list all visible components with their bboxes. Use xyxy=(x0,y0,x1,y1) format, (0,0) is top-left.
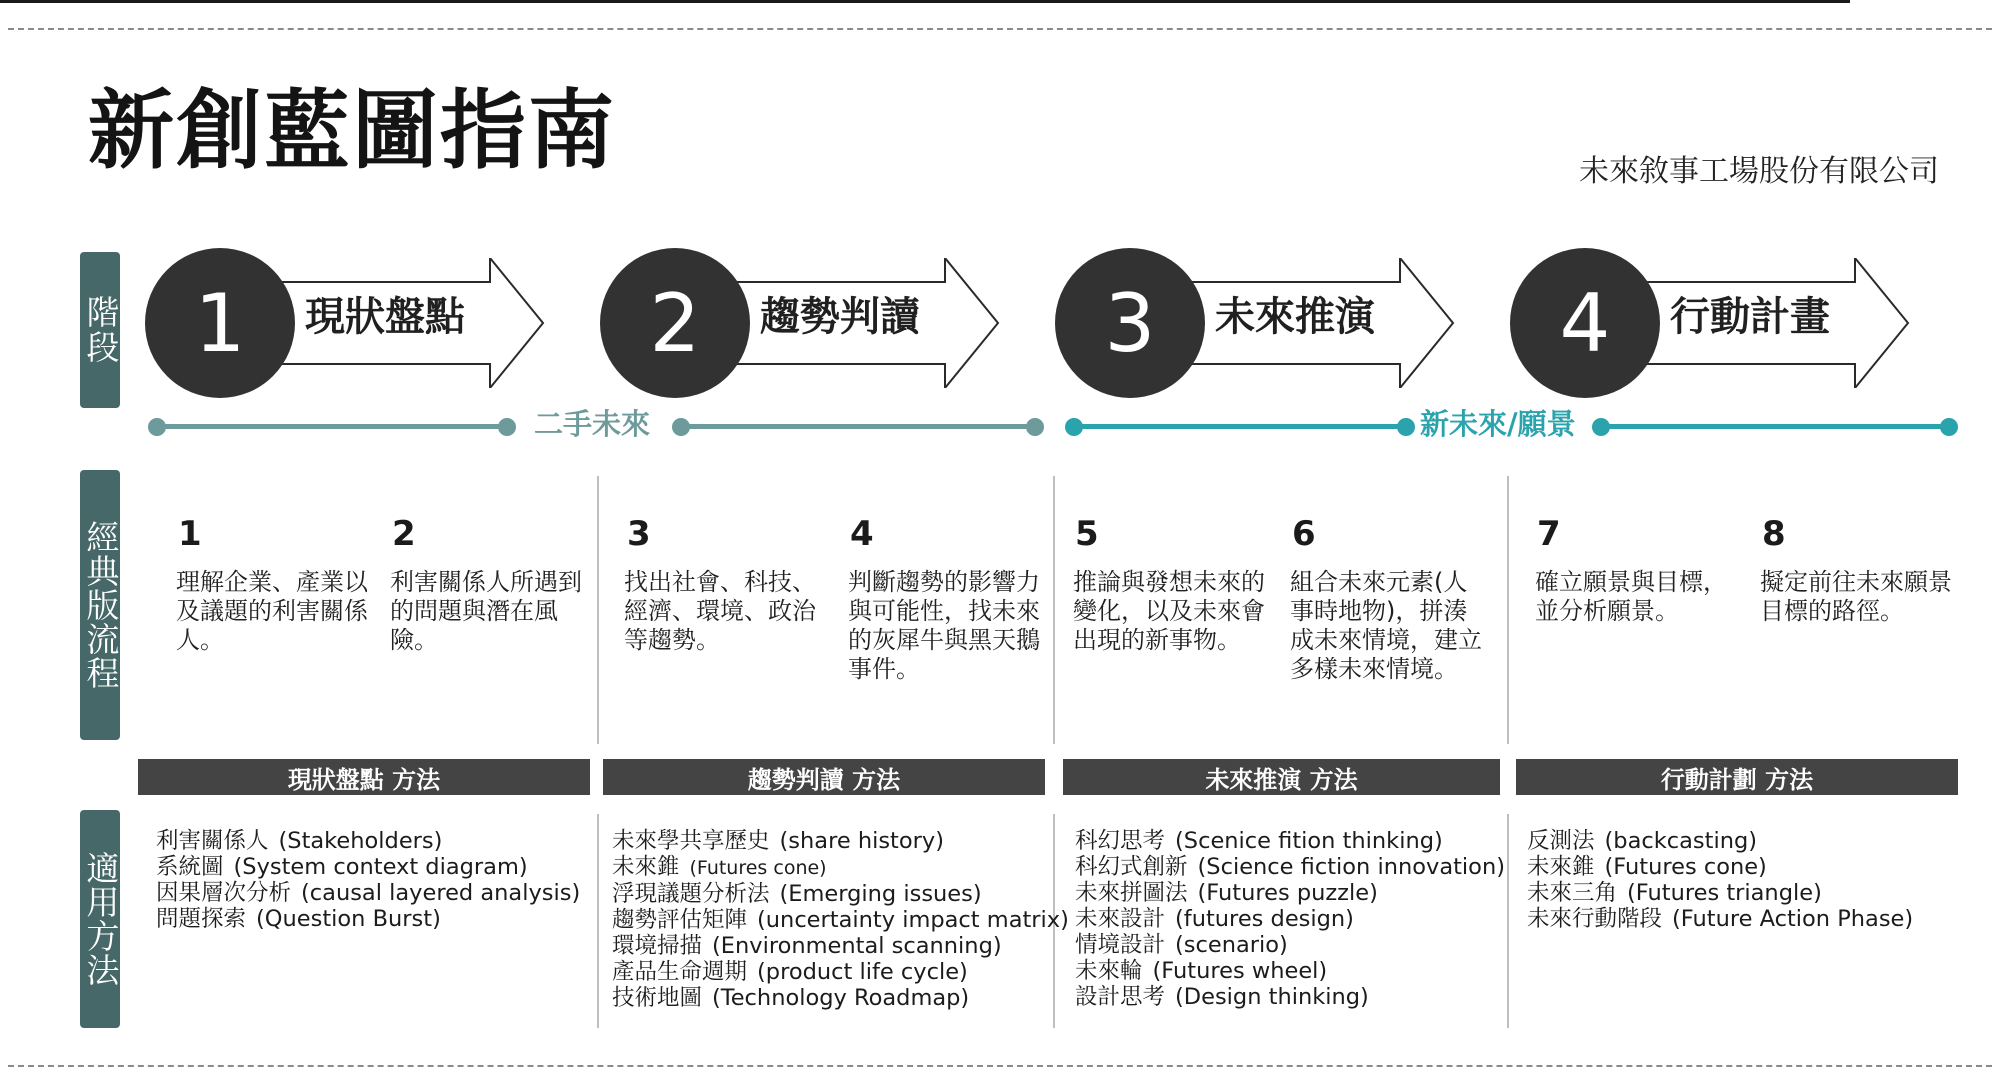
method-zh: 技術地圖 xyxy=(612,985,703,1011)
method-group-1-header: 現狀盤點 方法 xyxy=(138,759,590,795)
side-label-methods xyxy=(80,810,120,1028)
header-divider xyxy=(0,0,1850,3)
method-group-2-header: 趨勢判讀 方法 xyxy=(603,759,1045,795)
step-1-number: 1 xyxy=(178,514,202,554)
stage-2-label: 趨勢判讀 xyxy=(760,294,920,340)
method-en: (Stakeholders) xyxy=(278,828,443,854)
method-en: (uncertainty impact matrix) xyxy=(757,907,1069,933)
page-title: 新創藍圖指南 xyxy=(88,81,616,181)
method-en: (Science fiction innovation) xyxy=(1197,854,1505,880)
list-item xyxy=(1075,854,1505,880)
stage-1-label: 現狀盤點 xyxy=(305,294,465,340)
step-1-text: 理解企業、產業以及議題的利害關係人。 xyxy=(176,568,368,654)
step-4-text: 判斷趨勢的影響力與可能性，找未來的灰犀牛與黑天鵝事件。 xyxy=(848,568,1040,683)
list-item xyxy=(612,985,1069,1011)
phase-2-dot-end xyxy=(1940,418,1958,436)
step-2-text: 利害關係人所遇到的問題與潛在風險。 xyxy=(390,568,582,654)
step-4-number: 4 xyxy=(850,514,874,554)
stage-3-label: 未來推演 xyxy=(1215,294,1375,340)
step-7-number: 7 xyxy=(1537,514,1561,554)
method-zh: 問題探索 xyxy=(156,906,247,932)
method-zh: 科幻思考 xyxy=(1075,828,1166,854)
method-zh: 科幻式創新 xyxy=(1075,854,1188,880)
list-item xyxy=(612,959,1069,985)
method-zh: 未來三角 xyxy=(1527,880,1618,906)
list-item xyxy=(612,854,1069,881)
method-en: (Scenice fition thinking) xyxy=(1175,828,1443,854)
method-en: (Futures cone) xyxy=(689,857,827,879)
step-3-text: 找出社會、科技、經濟、環境、政治等趨勢。 xyxy=(624,568,816,654)
method-zh: 趨勢評估矩陣 xyxy=(612,907,748,933)
side-label-methods-text: 適用方法 xyxy=(81,851,121,987)
stage-4-number: 4 xyxy=(1510,248,1660,398)
list-item xyxy=(156,880,580,906)
method-en: (futures design) xyxy=(1175,906,1354,932)
top-dashed-border xyxy=(8,28,1992,30)
method-zh: 未來學共享歷史 xyxy=(612,828,770,854)
list-item xyxy=(612,933,1069,959)
step-7-text: 確立願景與目標，並分析願景。 xyxy=(1535,568,1727,625)
bottom-dashed-border xyxy=(8,1065,1992,1067)
list-item xyxy=(1075,880,1505,906)
method-en: (Emerging issues) xyxy=(779,881,982,907)
phase-1-track-left xyxy=(156,424,506,429)
list-item xyxy=(1075,958,1505,984)
method-zh: 環境掃描 xyxy=(612,933,703,959)
list-item xyxy=(1075,828,1505,854)
phase-1-dot-start xyxy=(148,418,166,436)
method-en: (Question Burst) xyxy=(256,906,441,932)
step-8-number: 8 xyxy=(1762,514,1786,554)
list-item xyxy=(1075,932,1505,958)
step-6-text: 組合未來元素(人事時地物)，拼湊成未來情境，建立多樣未來情境。 xyxy=(1290,568,1482,683)
phase-2-dot-left-end xyxy=(1397,418,1415,436)
method-zh: 產品生命週期 xyxy=(612,959,748,985)
method-en: (Environmental scanning) xyxy=(712,933,1002,959)
phase-1-label: 二手未來 xyxy=(534,407,651,441)
method-zh: 未來設計 xyxy=(1075,906,1166,932)
method-group-4-header: 行動計劃 方法 xyxy=(1516,759,1958,795)
method-group-1-list xyxy=(156,828,580,932)
stage-2-number: 2 xyxy=(600,248,750,398)
method-en: (scenario) xyxy=(1175,932,1288,958)
phase-1-dot-end xyxy=(1026,418,1044,436)
process-separator-2 xyxy=(1053,476,1055,744)
method-en: (Design thinking) xyxy=(1175,984,1369,1010)
stage-1-number: 1 xyxy=(145,248,295,398)
method-zh: 未來行動階段 xyxy=(1527,906,1663,932)
list-item xyxy=(1527,906,1913,932)
phase-1-track-right xyxy=(680,424,1034,429)
methods-separator-1 xyxy=(597,814,599,1028)
method-en: (product life cycle) xyxy=(757,959,968,985)
list-item xyxy=(1527,880,1913,906)
list-item xyxy=(1075,906,1505,932)
method-group-2-list xyxy=(612,828,1069,1011)
method-zh: 未來錐 xyxy=(1527,854,1595,880)
phase-2-dot-start xyxy=(1065,418,1083,436)
method-group-4-list xyxy=(1527,828,1913,932)
method-en: (Future Action Phase) xyxy=(1672,906,1914,932)
side-label-process-text: 經典版流程 xyxy=(81,520,121,690)
step-5-number: 5 xyxy=(1075,514,1099,554)
method-zh: 未來拼圖法 xyxy=(1075,880,1188,906)
step-8-text: 擬定前往未來願景目標的路徑。 xyxy=(1760,568,1952,625)
method-zh: 情境設計 xyxy=(1075,932,1166,958)
list-item xyxy=(612,881,1069,907)
phase-2-label: 新未來/願景 xyxy=(1420,407,1576,441)
method-group-3-header: 未來推演 方法 xyxy=(1063,759,1500,795)
methods-separator-3 xyxy=(1507,814,1509,1028)
phase-1-dot-left-end xyxy=(498,418,516,436)
phase-2-track-right xyxy=(1600,424,1948,429)
side-label-stages-text: 階段 xyxy=(81,295,121,365)
company-name: 未來敘事工場股份有限公司 xyxy=(1579,154,1939,189)
method-zh: 浮現議題分析法 xyxy=(612,881,770,907)
method-zh: 系統圖 xyxy=(156,854,224,880)
method-en: (backcasting) xyxy=(1604,828,1758,854)
list-item xyxy=(156,828,580,854)
method-zh: 未來錐 xyxy=(612,854,680,880)
list-item xyxy=(612,828,1069,854)
method-en: (Futures puzzle) xyxy=(1197,880,1378,906)
side-label-process xyxy=(80,470,120,740)
list-item xyxy=(1075,984,1505,1010)
list-item xyxy=(156,906,580,932)
method-zh: 反測法 xyxy=(1527,828,1595,854)
stage-3-number: 3 xyxy=(1055,248,1205,398)
method-zh: 利害關係人 xyxy=(156,828,269,854)
side-label-stages xyxy=(80,252,120,408)
method-en: (Technology Roadmap) xyxy=(712,985,970,1011)
step-3-number: 3 xyxy=(627,514,651,554)
method-en: (Futures triangle) xyxy=(1627,880,1822,906)
method-zh: 未來輪 xyxy=(1075,958,1143,984)
list-item xyxy=(612,907,1069,933)
method-en: (share history) xyxy=(779,828,944,854)
phase-2-track-left xyxy=(1073,424,1405,429)
method-zh: 因果層次分析 xyxy=(156,880,292,906)
method-en: (Futures wheel) xyxy=(1152,958,1328,984)
list-item xyxy=(156,854,580,880)
step-6-number: 6 xyxy=(1292,514,1316,554)
process-separator-1 xyxy=(597,476,599,744)
step-2-number: 2 xyxy=(392,514,416,554)
list-item xyxy=(1527,854,1913,880)
method-zh: 設計思考 xyxy=(1075,984,1166,1010)
list-item xyxy=(1527,828,1913,854)
method-en: (System context diagram) xyxy=(233,854,528,880)
method-en: (Futures cone) xyxy=(1604,854,1767,880)
method-en: (causal layered analysis) xyxy=(301,880,581,906)
method-group-3-list xyxy=(1075,828,1505,1010)
step-5-text: 推論與發想未來的變化，以及未來會出現的新事物。 xyxy=(1073,568,1265,654)
stage-4-label: 行動計畫 xyxy=(1670,294,1830,340)
process-separator-3 xyxy=(1507,476,1509,744)
